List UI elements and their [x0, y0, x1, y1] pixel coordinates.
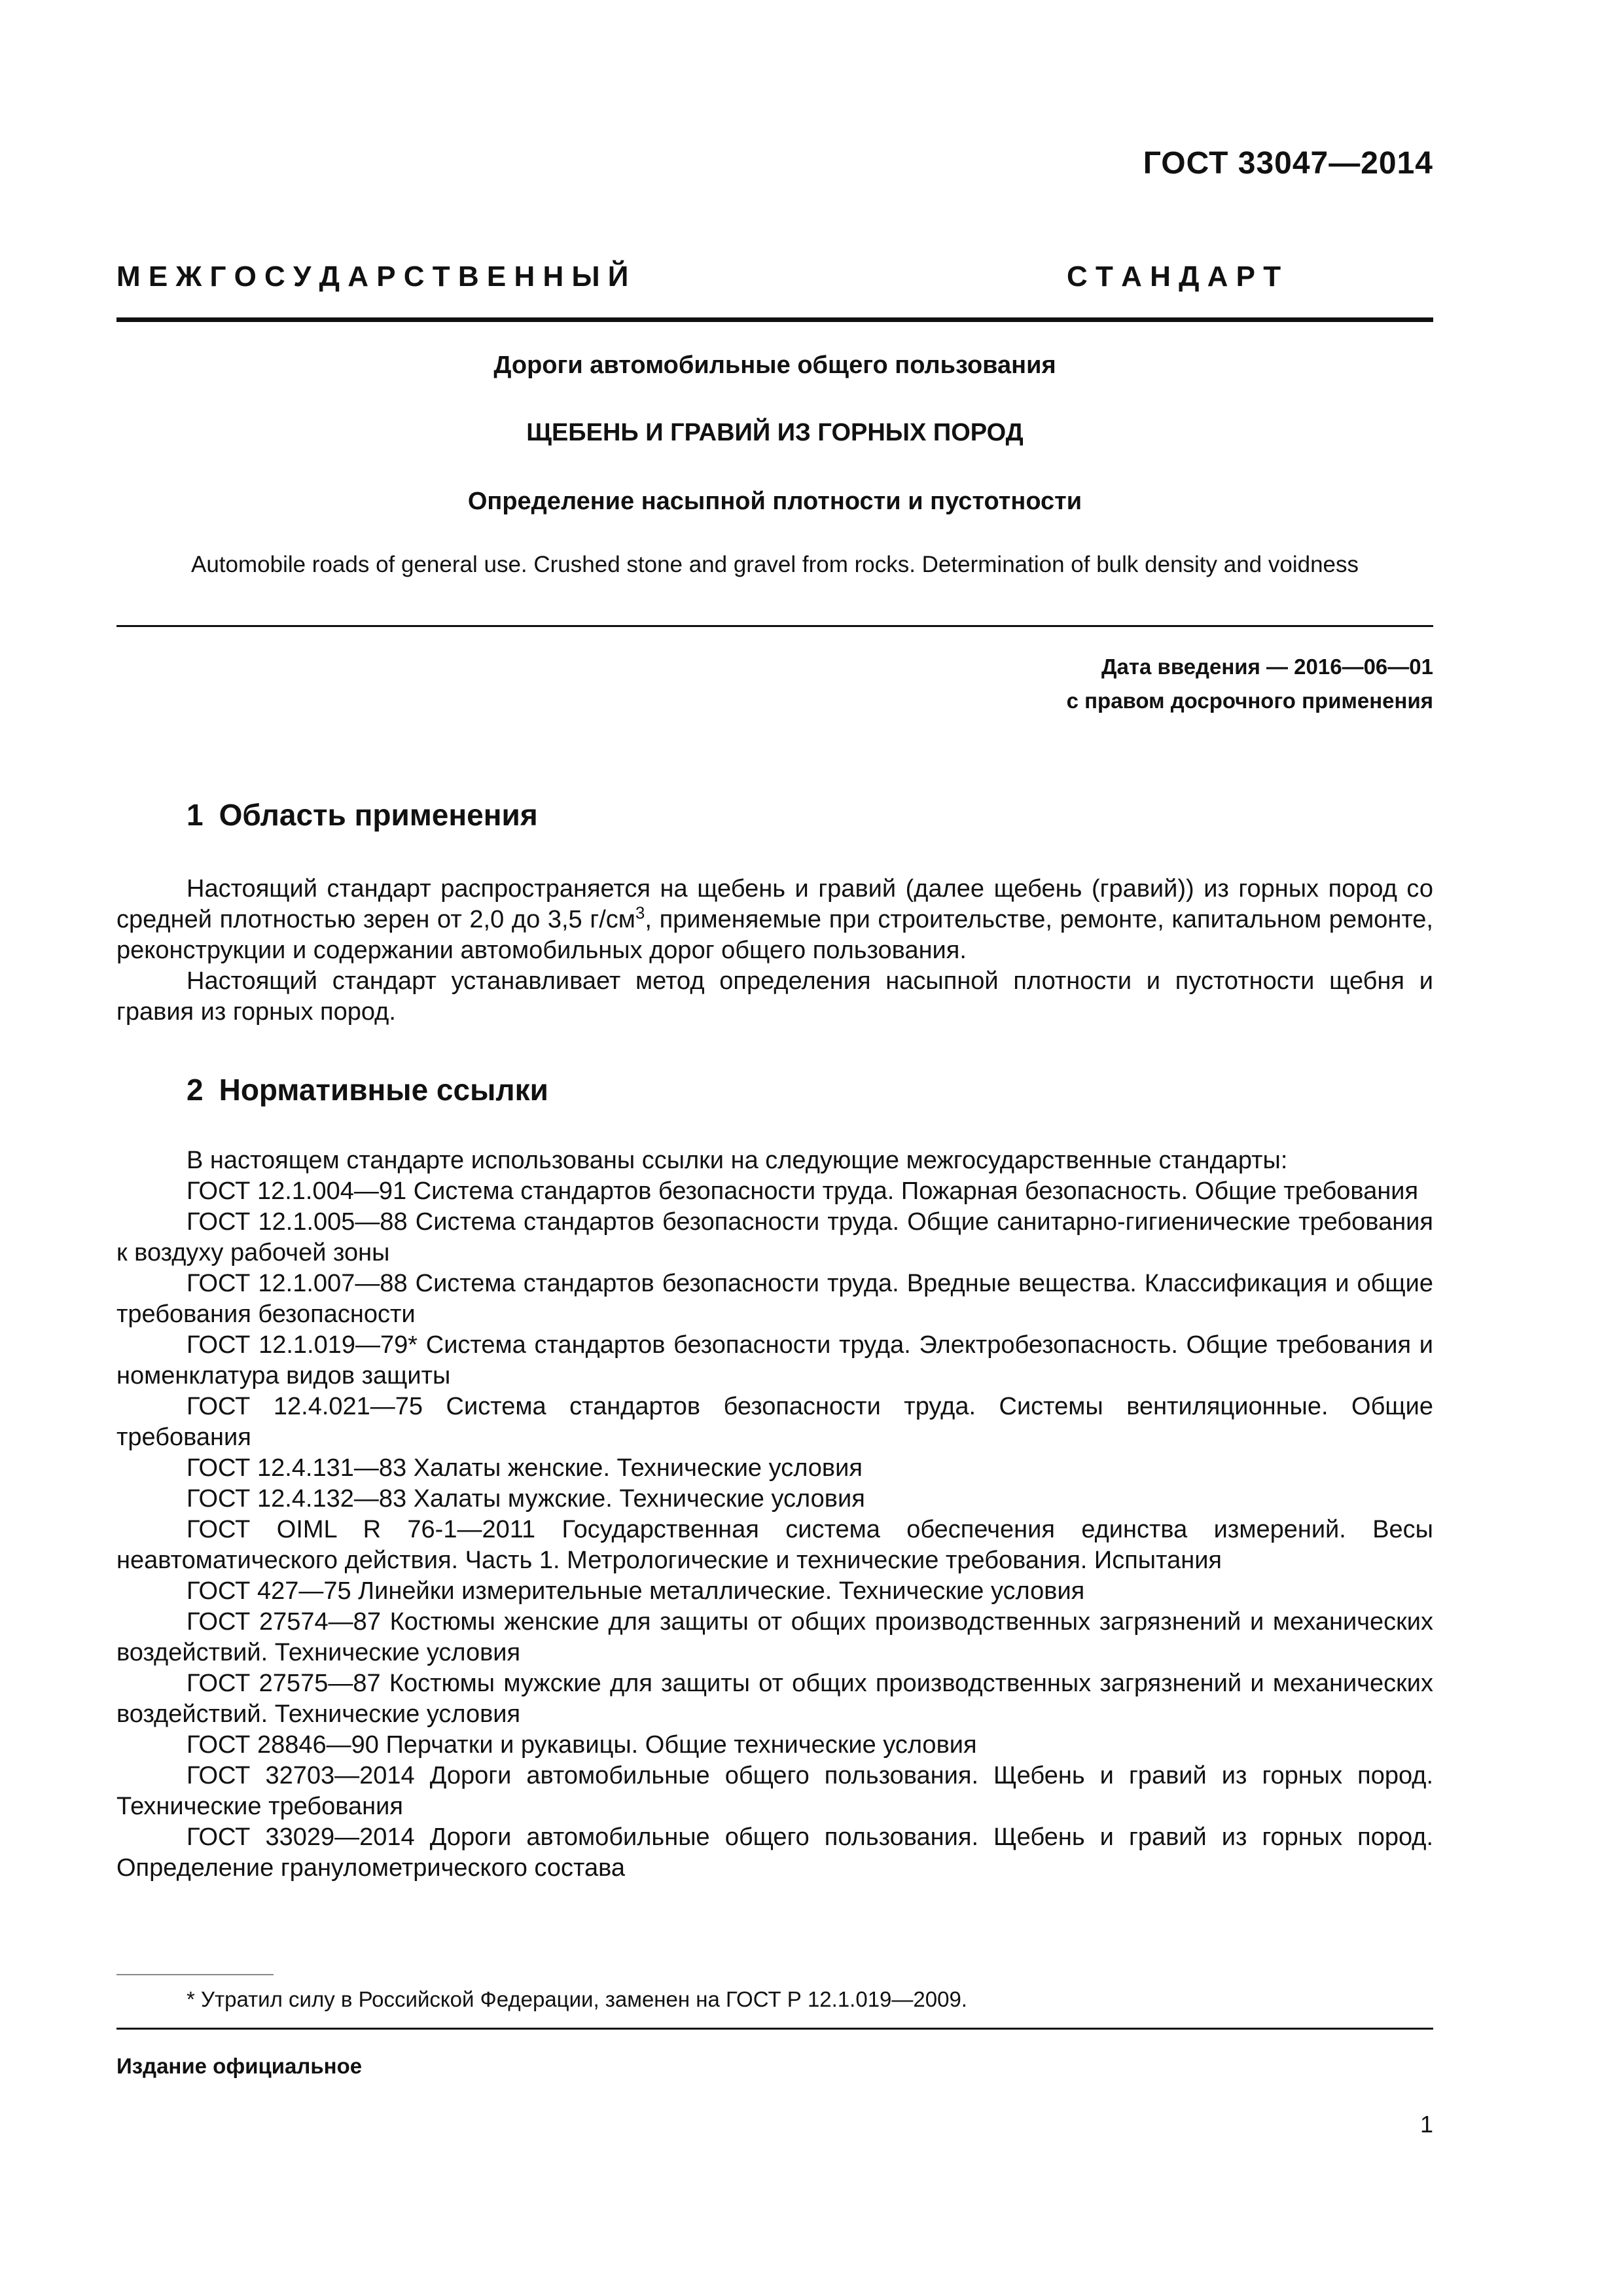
section-2-number: 2	[187, 1073, 204, 1107]
title-line-2: ЩЕБЕНЬ И ГРАВИЙ ИЗ ГОРНЫХ ПОРОД	[526, 419, 1024, 446]
reference-item: ГОСТ 12.1.007—88 Система стандартов безопасности труда. Вредные вещества. Классификация и общие требования безопасности	[116, 1270, 1433, 1328]
reference-item: ГОСТ OIML R 76-1—2011 Государственная система обеспечения единства измерений. Весы неавтоматического действия. Часть 1. Метрологические и технические требования. Испытания	[116, 1516, 1433, 1574]
reference-item: ГОСТ 33029—2014 Дороги автомобильные общего пользования. Щебень и гравий из горных пород. Определение гранулометрического состава	[116, 1823, 1433, 1882]
title-rule	[116, 625, 1433, 627]
standard-type-heading	[116, 259, 1433, 295]
footnote-separator	[116, 1974, 274, 1975]
header-rule	[116, 317, 1433, 322]
title-line-1: Дороги автомобильные общего пользования	[493, 351, 1056, 379]
reference-item: ГОСТ 12.1.019—79* Система стандартов безопасности труда. Электробезопасность. Общие требования и номенклатура видов защиты	[116, 1331, 1433, 1390]
footnote: * Утратил силу в Российской Федерации, заменен на ГОСТ Р 12.1.019—2009.	[187, 1987, 967, 2011]
edition-label: Издание официальное	[116, 2054, 363, 2078]
section-2-heading: Нормативные ссылки	[219, 1073, 548, 1107]
reference-item: ГОСТ 12.4.131—83 Халаты женские. Технические условия	[187, 1454, 863, 1482]
reference-item: ГОСТ 27574—87 Костюмы женские для защиты от общих производственных загрязнений и механических воздействий. Технические условия	[116, 1608, 1433, 1666]
reference-item: ГОСТ 12.4.132—83 Халаты мужские. Технические условия	[187, 1485, 865, 1513]
reference-item: ГОСТ 12.1.005—88 Система стандартов безопасности труда. Общие санитарно-гигиенические требования к воздуху рабочей зоны	[116, 1208, 1433, 1266]
reference-item: ГОСТ 12.4.021—75 Система стандартов безопасности труда. Системы вентиляционные. Общие требования	[116, 1393, 1433, 1451]
section-1-body	[116, 874, 1433, 1028]
page-number: 1	[1419, 2111, 1433, 2138]
reference-item: ГОСТ 427—75 Линейки измерительные металлические. Технические условия	[187, 1577, 1085, 1605]
title-line-3: Определение насыпной плотности и пустотности	[467, 488, 1082, 515]
reference-item: ГОСТ 28846—90 Перчатки и рукавицы. Общие технические условия	[187, 1731, 977, 1759]
early-application-line: с правом досрочного применения	[1066, 689, 1433, 713]
section-1-number: 1	[187, 798, 204, 832]
introduction-date	[1067, 650, 1433, 718]
section-2-intro: В настоящем стандарте использованы ссылки на следующие межгосударственные стандарты:	[187, 1147, 1288, 1174]
section-2-title	[187, 1072, 548, 1107]
reference-item: ГОСТ 12.1.004—91 Система стандартов безопасности труда. Пожарная безопасность. Общие требования	[187, 1177, 1419, 1205]
section-1-paragraph: Настоящий стандарт распространяется на щебень и гравий (далее щебень (гравий)) из горных пород со средней плотностью зерен от 2,0 до 3,5 $г/см^3$, применяемые при строительстве, ремонте, капитальном ремонте, реконструкции и содержании автомобильных дорог общего пользования.	[116, 875, 1433, 964]
reference-item: ГОСТ 32703—2014 Дороги автомобильные общего пользования. Щебень и гравий из горных пород. Технические требования	[116, 1762, 1433, 1820]
standard-type-word-2: С Т А Н Д А Р Т	[1067, 260, 1281, 293]
section-2-body	[116, 1145, 1433, 1884]
section-1-paragraph: Настоящий стандарт устанавливает метод определения насыпной плотности и пустотности щебня и гравия из горных пород.	[116, 967, 1433, 1026]
section-1-heading: Область применения	[219, 798, 538, 832]
footer-rule	[116, 2028, 1433, 2030]
reference-item: ГОСТ 27575—87 Костюмы мужские для защиты от общих производственных загрязнений и механических воздействий. Технические условия	[116, 1670, 1433, 1728]
section-1-title	[187, 797, 538, 833]
document-id: ГОСТ 33047—2014	[1143, 146, 1433, 181]
title-english: Automobile roads of general use. Crushed stone and gravel from rocks. Determination of bulk density and voidness	[190, 552, 1359, 577]
introduction-date-line: Дата введения — 2016—06—01	[1101, 655, 1433, 679]
standard-type-word-1: М Е Ж Г О С У Д А Р С Т В Е Н Н Ы Й	[116, 260, 629, 293]
